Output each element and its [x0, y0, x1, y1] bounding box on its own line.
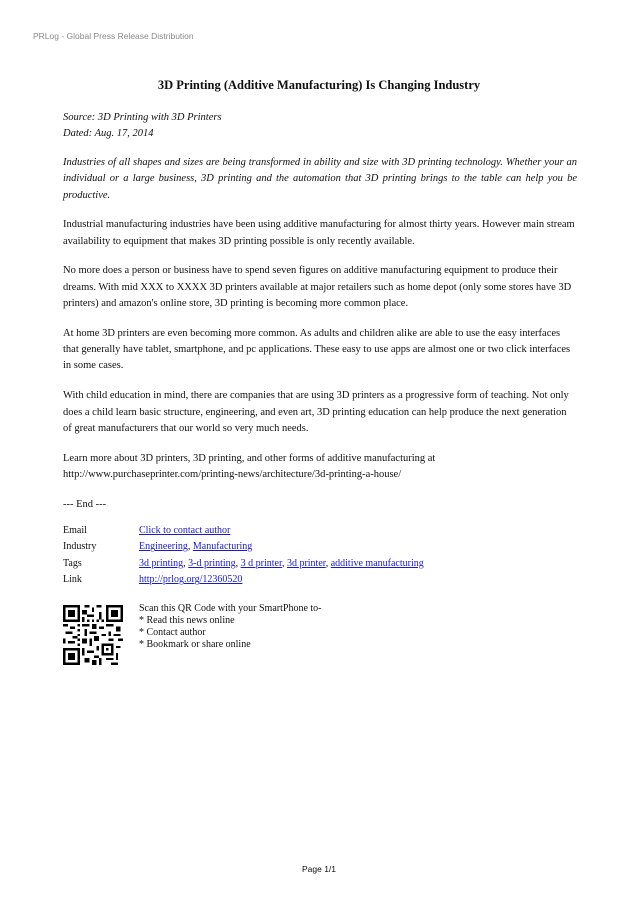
tag-separator: , — [325, 557, 331, 569]
paragraph-5 — [63, 451, 577, 484]
site-header: PRLog - Global Press Release Distribution — [33, 31, 194, 41]
info-row-tags — [63, 558, 424, 575]
tag-separator: , — [235, 557, 241, 569]
industry-label: Industry — [63, 541, 97, 553]
qr-instructions — [139, 603, 322, 651]
qr-block — [63, 603, 577, 673]
paragraph-1: Industrial manufacturing industries have been using additive manufacturing for almost thirty years. However main stream availability to equipment that makes 3D printing possible is only recently available. — [63, 219, 575, 247]
lead-paragraph: Industries of all shapes and sizes are being transformed in ability and size with 3D printing technology. Whether your an individual or a large business, 3D printing and the automation that 3D printing brings to the table can help you be productive. — [63, 157, 577, 201]
paragraph-3: At home 3D printers are even becoming more common. As adults and children alike are able to use the easy interfaces that generally have tablet, smartphone, and pc applications. These easy to use apps are almost one or two click interfaces in some cases. — [63, 327, 571, 372]
page-number: Page 1/1 — [301, 864, 337, 874]
qr-line-3: * Contact author — [139, 626, 206, 638]
contact-author-link[interactable]: Click to contact author — [139, 524, 231, 536]
info-table — [63, 525, 424, 591]
email-label: Email — [63, 524, 87, 536]
qr-code-icon — [63, 605, 123, 665]
tag-link-3d-printer[interactable]: 3d printer — [286, 557, 326, 569]
learn-more-text: Learn more about 3D printers, 3D printing, and other forms of additive manufacturing at — [63, 452, 436, 464]
email-value-cell — [139, 525, 424, 542]
link-label: Link — [63, 574, 82, 586]
page-title: 3D Printing (Additive Manufacturing) Is Changing Industry — [157, 78, 481, 92]
article-content — [63, 110, 577, 673]
source-line: Source: 3D Printing with 3D Printers — [63, 112, 222, 123]
article-meta — [63, 110, 577, 142]
link-value-cell — [139, 574, 424, 591]
info-row-link — [63, 574, 424, 591]
tag-separator: , — [183, 557, 189, 569]
tag-link-additive-manufacturing[interactable]: additive manufacturing — [330, 557, 424, 569]
tag-separator: , — [281, 557, 287, 569]
qr-line-4: * Bookmark or share online — [139, 638, 251, 650]
qr-line-2: * Read this news online — [139, 614, 235, 626]
press-release-link[interactable]: http://prlog.org/12360520 — [139, 574, 243, 586]
industry-links — [139, 541, 424, 558]
industry-link-engineering[interactable]: Engineering — [139, 541, 188, 553]
info-row-email — [63, 525, 424, 542]
date-line: Dated: Aug. 17, 2014 — [63, 128, 154, 139]
tags-label: Tags — [63, 557, 82, 569]
qr-line-1: Scan this QR Code with your SmartPhone to- — [139, 602, 322, 614]
industry-separator: , — [187, 541, 193, 553]
learn-more-url: http://www.purchaseprinter.com/printing-news/architecture/3d-printing-a-house/ — [63, 468, 402, 480]
tag-link-3-d-printer[interactable]: 3 d printer — [240, 557, 282, 569]
end-marker: --- End --- — [63, 498, 107, 510]
tag-link-3-d-printing[interactable]: 3-d printing — [188, 557, 236, 569]
industry-link-manufacturing[interactable]: Manufacturing — [192, 541, 253, 553]
info-row-industry — [63, 541, 424, 558]
tags-links — [139, 558, 424, 575]
paragraph-4: With child education in mind, there are companies that are using 3D printers as a progressive form of teaching. Not only does a child learn basic structure, engineering, and even art, 3D printing education can help produce the next generation of great manufacturers that our world so very much needs. — [63, 390, 569, 434]
paragraph-2: No more does a person or business have to spend seven figures on additive manufacturing equipment to produce their dreams. With mid XXX to XXXX 3D printers available at major retailers such as home depot (only some stores have 3D printers) and amazon's online store, 3D printing is becoming more common place. — [63, 265, 572, 310]
tag-link-3d-printing[interactable]: 3d printing — [139, 557, 184, 569]
